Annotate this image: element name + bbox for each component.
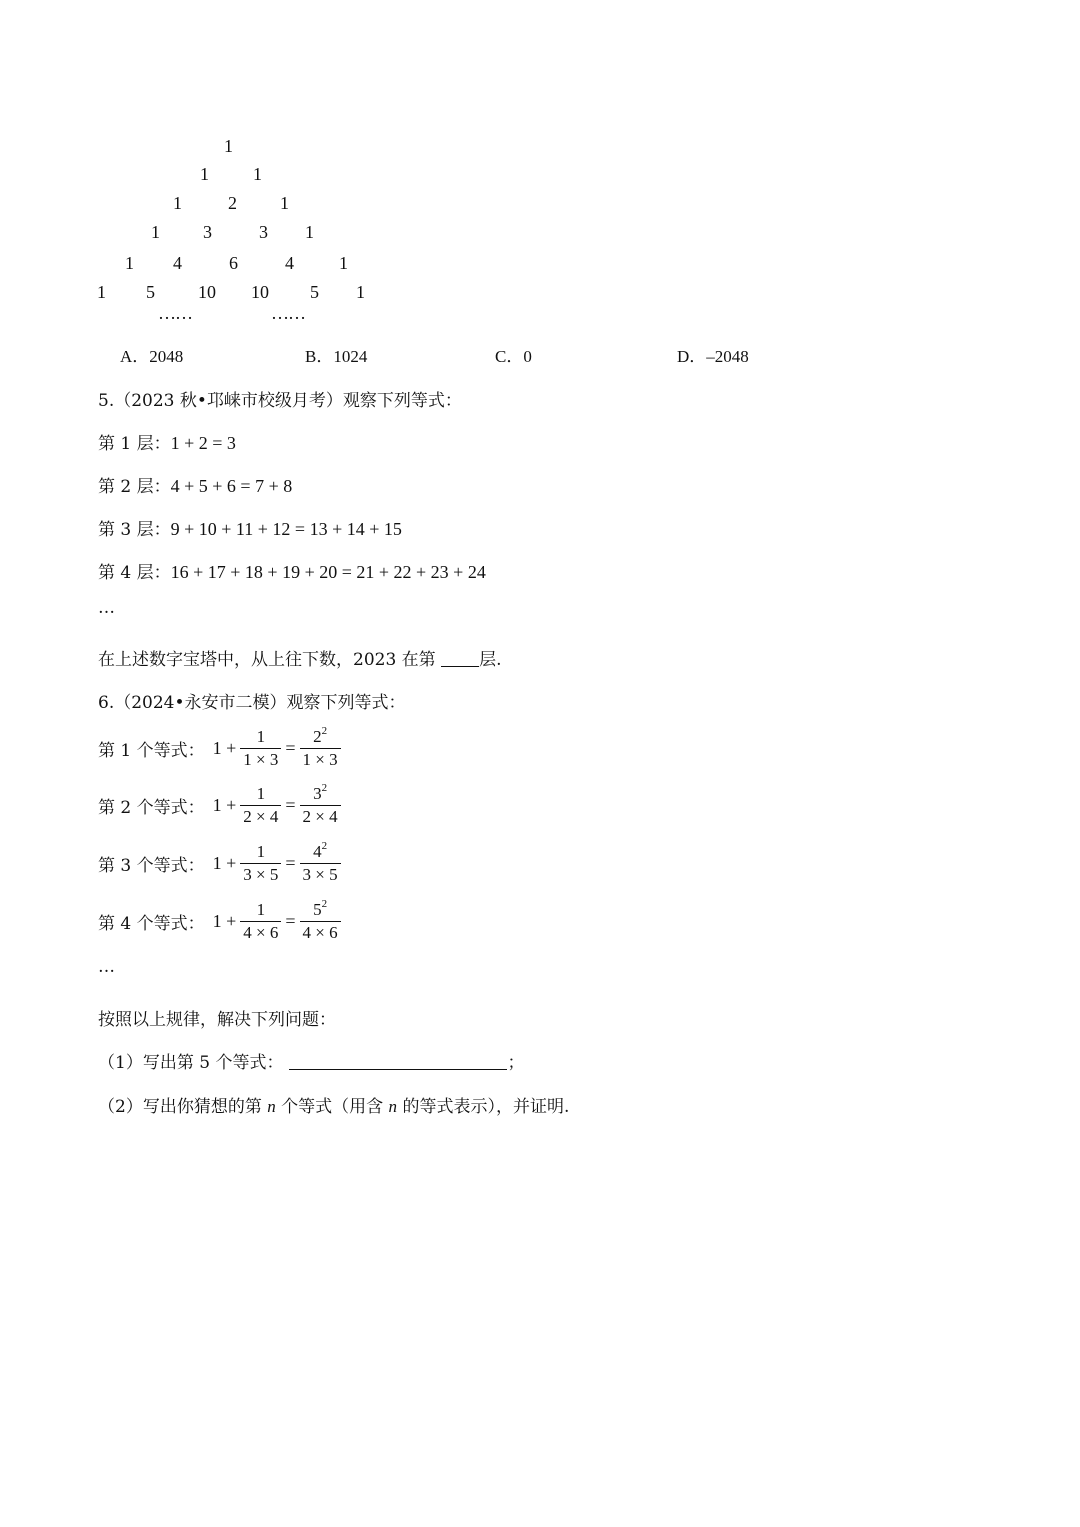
- triangle-cell: 4: [173, 253, 182, 273]
- q6-header: 6.（2024•永安市二模）观察下列等式：: [98, 693, 406, 713]
- equation-lead: 1 +: [212, 910, 237, 931]
- q5-question: [98, 645, 501, 670]
- option-value: –2048: [706, 347, 749, 366]
- fraction: [300, 783, 341, 828]
- triangle-cell: 10: [251, 282, 269, 302]
- equation-lead: 1 +: [212, 737, 237, 758]
- part2-text-a: （2）写出你猜想的第: [98, 1097, 262, 1117]
- part2-text-c: 的等式表示），并证明.: [402, 1097, 570, 1117]
- exponent: 2: [321, 839, 328, 852]
- part1-suffix: ；: [507, 1053, 525, 1073]
- numerator: 1: [256, 783, 266, 803]
- equation-lead: 1 +: [212, 852, 237, 873]
- numerator: 1: [256, 726, 266, 746]
- option-letter: B．: [305, 347, 334, 366]
- q5-layer-row: [98, 472, 292, 497]
- q6-equation-row: [98, 895, 343, 947]
- denominator: 3 × 5: [240, 863, 281, 886]
- triangle-cell: 1: [305, 222, 314, 242]
- base: 3: [313, 783, 322, 803]
- answer-blank[interactable]: [441, 648, 479, 667]
- option-letter: D．: [677, 347, 707, 366]
- option-a: [120, 342, 183, 367]
- layer-label: 第 4 层：: [98, 563, 171, 583]
- layer-equation: 4 + 5 + 6 = 7 + 8: [170, 476, 293, 496]
- q5-ellipsis: …: [98, 598, 115, 618]
- denominator: 4 × 6: [240, 921, 281, 944]
- equation-label: 第 2 个等式：: [98, 797, 205, 818]
- answer-blank[interactable]: [289, 1051, 507, 1070]
- variable-n: n: [388, 1097, 398, 1116]
- triangle-cell: 6: [229, 253, 238, 273]
- base: 5: [313, 899, 322, 919]
- triangle-cell: 1: [224, 136, 233, 156]
- equation-label: 第 1 个等式：: [98, 740, 205, 761]
- equation-lead: 1 +: [212, 794, 237, 815]
- equals-sign: =: [285, 794, 296, 815]
- triangle-cell: 1: [151, 222, 160, 242]
- numerator: 1: [256, 841, 266, 861]
- triangle-cell: 1: [339, 253, 348, 273]
- base: 2: [313, 726, 322, 746]
- option-value: 0: [523, 347, 532, 366]
- triangle-cell: 1: [173, 193, 182, 213]
- q6-equation-row: [98, 779, 343, 831]
- denominator: 4 × 6: [300, 921, 341, 944]
- q6-part1: [98, 1048, 524, 1073]
- layer-label: 第 3 层：: [98, 520, 171, 540]
- q6-part2: [98, 1092, 569, 1117]
- option-b: [305, 342, 367, 367]
- triangle-cell: 1: [200, 164, 209, 184]
- option-letter: C．: [495, 347, 524, 366]
- denominator: 1 × 3: [300, 748, 341, 771]
- option-c: [495, 342, 532, 367]
- layer-equation: 16 + 17 + 18 + 19 + 20 = 21 + 22 + 23 + 24: [170, 562, 486, 582]
- layer-equation: 1 + 2 = 3: [170, 433, 236, 453]
- triangle-cell: 5: [146, 282, 155, 302]
- q6-instruction: 按照以上规律，解决下列问题：: [98, 1010, 336, 1030]
- base: 4: [313, 841, 322, 861]
- exponent: 2: [321, 724, 328, 737]
- fraction: [240, 783, 281, 828]
- denominator: 2 × 4: [300, 805, 341, 828]
- numerator: 1: [256, 899, 266, 919]
- fraction: [240, 726, 281, 771]
- triangle-ellipsis: ……: [271, 303, 305, 323]
- denominator: 2 × 4: [240, 805, 281, 828]
- q5-header: 5.（2023 秋•邛崃市校级月考）观察下列等式：: [98, 391, 462, 411]
- equals-sign: =: [285, 910, 296, 931]
- q6-ellipsis: …: [98, 957, 115, 977]
- layer-equation: 9 + 10 + 11 + 12 = 13 + 14 + 15: [170, 519, 402, 539]
- layer-label: 第 1 层：: [98, 434, 171, 454]
- q6-equation-row: [98, 837, 343, 889]
- equals-sign: =: [285, 737, 296, 758]
- option-value: 1024: [333, 347, 368, 366]
- q5-layer-row: [98, 429, 236, 454]
- layer-label: 第 2 层：: [98, 477, 171, 497]
- triangle-cell: 1: [253, 164, 262, 184]
- q5-question-suffix: 层.: [479, 650, 502, 670]
- q6-equation-row: [98, 722, 343, 774]
- triangle-cell: 1: [97, 282, 106, 302]
- triangle-cell: 4: [285, 253, 294, 273]
- denominator: 1 × 3: [240, 748, 281, 771]
- triangle-cell: 3: [203, 222, 212, 242]
- triangle-cell: 10: [198, 282, 216, 302]
- q5-layer-row: [98, 558, 486, 583]
- triangle-cell: 5: [310, 282, 319, 302]
- option-d: [677, 342, 749, 367]
- triangle-cell: 1: [125, 253, 134, 273]
- triangle-cell: 3: [259, 222, 268, 242]
- numerator: [300, 899, 341, 921]
- exponent: 2: [321, 897, 328, 910]
- equals-sign: =: [285, 852, 296, 873]
- triangle-cell: 2: [228, 193, 237, 213]
- q5-question-text: 在上述数字宝塔中，从上往下数，2023 在第: [98, 650, 436, 670]
- part2-text-b: 个等式（用含: [281, 1097, 384, 1117]
- fraction: [300, 726, 341, 771]
- variable-n: n: [267, 1097, 276, 1116]
- numerator: [300, 841, 341, 863]
- exponent: 2: [321, 781, 328, 794]
- equation-label: 第 3 个等式：: [98, 855, 205, 876]
- fraction: [300, 841, 341, 886]
- part1-text: （1）写出第 5 个等式：: [98, 1053, 284, 1073]
- equation-label: 第 4 个等式：: [98, 913, 205, 934]
- fraction: [240, 841, 281, 886]
- option-letter: A．: [120, 347, 150, 366]
- fraction: [240, 899, 281, 944]
- triangle-cell: 1: [356, 282, 365, 302]
- triangle-cell: 1: [280, 193, 289, 213]
- numerator: [300, 783, 341, 805]
- q5-layer-row: [98, 515, 402, 540]
- numerator: [300, 726, 341, 748]
- triangle-ellipsis: ……: [158, 303, 192, 323]
- option-value: 2048: [149, 347, 184, 366]
- fraction: [300, 899, 341, 944]
- denominator: 3 × 5: [300, 863, 341, 886]
